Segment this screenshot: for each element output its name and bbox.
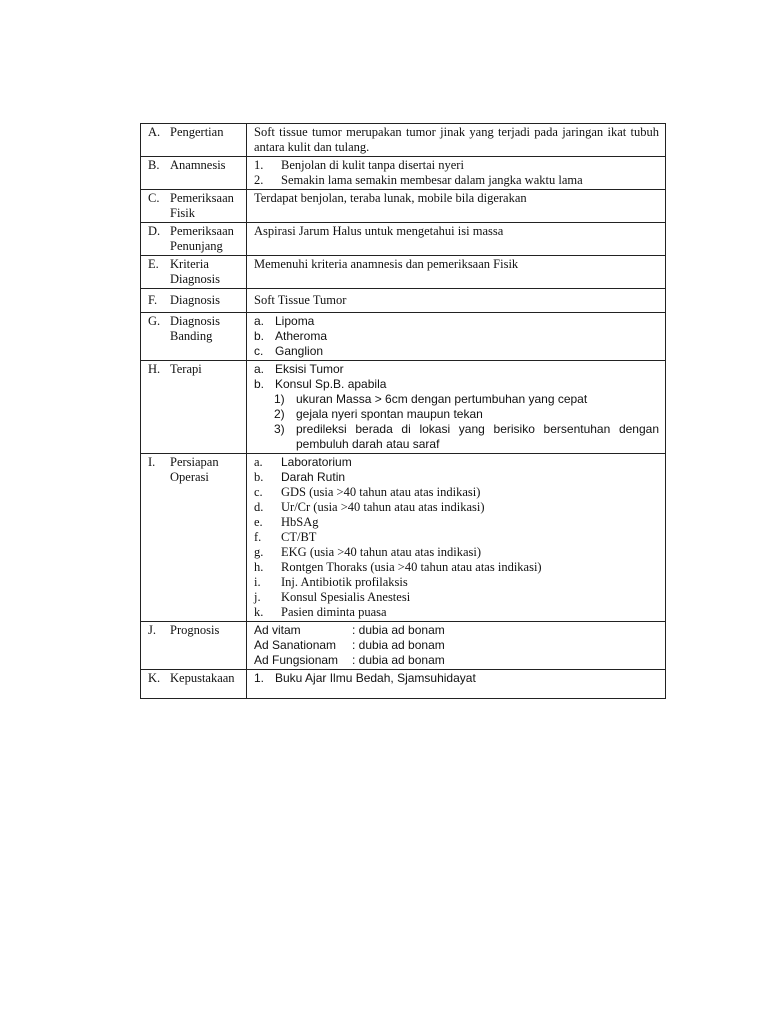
- list-marker: j.: [254, 590, 261, 604]
- list-marker: 3): [274, 422, 285, 436]
- list-item: [254, 590, 659, 605]
- section-label: Pemeriksaan Penunjang: [170, 224, 234, 253]
- list-text: Konsul Spesialis Anestesi: [281, 590, 411, 604]
- row-terapi: [141, 361, 666, 454]
- list-item: [254, 344, 659, 359]
- list-text: Atheroma: [275, 329, 328, 343]
- list-item: [254, 455, 659, 470]
- row-pemeriksaan-fisik: [141, 190, 666, 223]
- section-letter: H.: [148, 362, 161, 376]
- list-marker: g.: [254, 545, 264, 559]
- section-letter: J.: [148, 623, 156, 637]
- list-marker: a.: [254, 455, 263, 469]
- prognosis-value: : dubia ad bonam: [352, 623, 445, 637]
- section-letter: C.: [148, 191, 160, 205]
- list-text: Benjolan di kulit tanpa disertai nyeri: [281, 158, 464, 172]
- section-letter: B.: [148, 158, 160, 172]
- content-cell: [247, 361, 666, 454]
- list-text: Inj. Antibiotik profilaksis: [281, 575, 408, 589]
- section-label: Persiapan Operasi: [170, 455, 219, 484]
- list-marker: 1.: [254, 158, 264, 172]
- content-text: Aspirasi Jarum Halus untuk mengetahui isi massa: [254, 224, 504, 238]
- list-item: [254, 314, 659, 329]
- section-label: Diagnosis Banding: [170, 314, 220, 343]
- list-item: [254, 515, 659, 530]
- list-text: Semakin lama semakin membesar dalam jangka waktu lama: [281, 173, 583, 187]
- section-cell: [141, 157, 247, 190]
- list-text: Lipoma: [275, 314, 315, 328]
- list-item: [254, 575, 659, 590]
- row-kepustakaan: [141, 670, 666, 699]
- list-text: Ganglion: [275, 344, 324, 358]
- list-marker: f.: [254, 530, 262, 544]
- prognosis-key: Ad Sanationam: [254, 638, 337, 652]
- list-item: [254, 173, 659, 188]
- content-cell: [247, 124, 666, 157]
- list-marker: a.: [254, 314, 265, 328]
- section-label: Diagnosis: [170, 293, 220, 307]
- list-text: Ur/Cr (usia >40 tahun atau atas indikasi): [281, 500, 485, 514]
- list-item: [254, 329, 659, 344]
- list-marker: e.: [254, 515, 263, 529]
- section-letter: D.: [148, 224, 161, 238]
- list-text: HbSAg: [281, 515, 319, 529]
- list-marker: d.: [254, 500, 264, 514]
- section-label: Kriteria Diagnosis: [170, 257, 220, 286]
- list-marker: b.: [254, 377, 265, 391]
- list-item: [254, 362, 659, 377]
- list-marker: 2): [274, 407, 285, 421]
- prognosis-line: [254, 653, 659, 668]
- sub-list-item: [254, 407, 659, 422]
- content-cell: [247, 223, 666, 256]
- section-letter: I.: [148, 455, 156, 469]
- content-text: Terdapat benjolan, teraba lunak, mobile bila digerakan: [254, 191, 527, 205]
- content-cell: [247, 622, 666, 670]
- row-kriteria-diagnosis: [141, 256, 666, 289]
- list-item: [254, 560, 659, 575]
- section-letter: E.: [148, 257, 159, 271]
- list-item: [254, 671, 659, 686]
- list-item: [254, 530, 659, 545]
- row-prognosis: [141, 622, 666, 670]
- list-item: [254, 158, 659, 173]
- list-marker: i.: [254, 575, 261, 589]
- list-item: [254, 470, 659, 485]
- section-label: Anamnesis: [170, 158, 226, 172]
- section-cell: [141, 361, 247, 454]
- section-cell: [141, 454, 247, 622]
- content-cell: [247, 190, 666, 223]
- list-marker: b.: [254, 470, 264, 484]
- list-item: [254, 545, 659, 560]
- content-text: Memenuhi kriteria anamnesis dan pemeriksaan Fisik: [254, 257, 519, 271]
- list-text: EKG (usia >40 tahun atau atas indikasi): [281, 545, 482, 559]
- list-text: Konsul Sp.B. apabila: [275, 377, 387, 391]
- list-marker: c.: [254, 344, 264, 358]
- row-pemeriksaan-penunjang: [141, 223, 666, 256]
- content-cell: [247, 670, 666, 699]
- prognosis-key: Ad Fungsionam: [254, 653, 339, 667]
- section-cell: [141, 190, 247, 223]
- list-marker: k.: [254, 605, 264, 619]
- list-marker: 1.: [254, 671, 265, 685]
- content-cell: [247, 256, 666, 289]
- list-item: [254, 377, 659, 392]
- section-cell: [141, 124, 247, 157]
- section-label: Prognosis: [170, 623, 220, 637]
- list-text: Rontgen Thoraks (usia >40 tahun atau atas indikasi): [281, 560, 542, 574]
- list-item: [254, 485, 659, 500]
- list-text: Buku Ajar Ilmu Bedah, Sjamsuhidayat: [275, 671, 476, 685]
- list-marker: c.: [254, 485, 263, 499]
- prognosis-key: Ad vitam: [254, 623, 301, 637]
- list-marker: b.: [254, 329, 265, 343]
- list-text: CT/BT: [281, 530, 317, 544]
- list-text: gejala nyeri spontan maupun tekan: [296, 407, 483, 421]
- protocol-table: [140, 123, 666, 699]
- content-cell: [247, 289, 666, 313]
- list-item: [254, 605, 659, 620]
- prognosis-line: [254, 623, 659, 638]
- row-diagnosis-banding: [141, 313, 666, 361]
- list-text: Pasien diminta puasa: [281, 605, 387, 619]
- section-letter: G.: [148, 314, 161, 328]
- list-text: ukuran Massa > 6cm dengan pertumbuhan yang cepat: [296, 392, 588, 406]
- section-letter: A.: [148, 125, 161, 139]
- list-item: [254, 500, 659, 515]
- section-label: Kepustakaan: [170, 671, 235, 685]
- list-text: Darah Rutin: [281, 470, 346, 484]
- list-text: Laboratorium: [281, 455, 352, 469]
- prognosis-value: : dubia ad bonam: [352, 638, 445, 652]
- section-label: Pemeriksaan Fisik: [170, 191, 234, 220]
- list-marker: a.: [254, 362, 265, 376]
- list-text: GDS (usia >40 tahun atau atas indikasi): [281, 485, 481, 499]
- row-diagnosis: [141, 289, 666, 313]
- list-text: predileksi berada di lokasi yang berisiko bersentuhan dengan pembuluh darah atau saraf: [296, 422, 659, 451]
- content-cell: [247, 313, 666, 361]
- content-cell: [247, 157, 666, 190]
- row-persiapan-operasi: [141, 454, 666, 622]
- row-pengertian: [141, 124, 666, 157]
- list-marker: 2.: [254, 173, 264, 187]
- section-letter: F.: [148, 293, 158, 307]
- sub-list-item: [254, 392, 659, 407]
- section-cell: [141, 256, 247, 289]
- section-label: Pengertian: [170, 125, 224, 139]
- prognosis-line: [254, 638, 659, 653]
- section-label: Terapi: [170, 362, 202, 376]
- section-cell: [141, 670, 247, 699]
- list-marker: h.: [254, 560, 264, 574]
- content-text: Soft Tissue Tumor: [254, 293, 347, 307]
- section-cell: [141, 223, 247, 256]
- list-marker: 1): [274, 392, 285, 406]
- section-cell: [141, 313, 247, 361]
- list-text: Eksisi Tumor: [275, 362, 344, 376]
- section-cell: [141, 289, 247, 313]
- section-letter: K.: [148, 671, 161, 685]
- content-cell: [247, 454, 666, 622]
- row-anamnesis: [141, 157, 666, 190]
- content-text: Soft tissue tumor merupakan tumor jinak yang terjadi pada jaringan ikat tubuh antara kulit dan tulang.: [254, 125, 659, 154]
- sub-list-item: [254, 422, 659, 452]
- section-cell: [141, 622, 247, 670]
- prognosis-value: : dubia ad bonam: [352, 653, 445, 667]
